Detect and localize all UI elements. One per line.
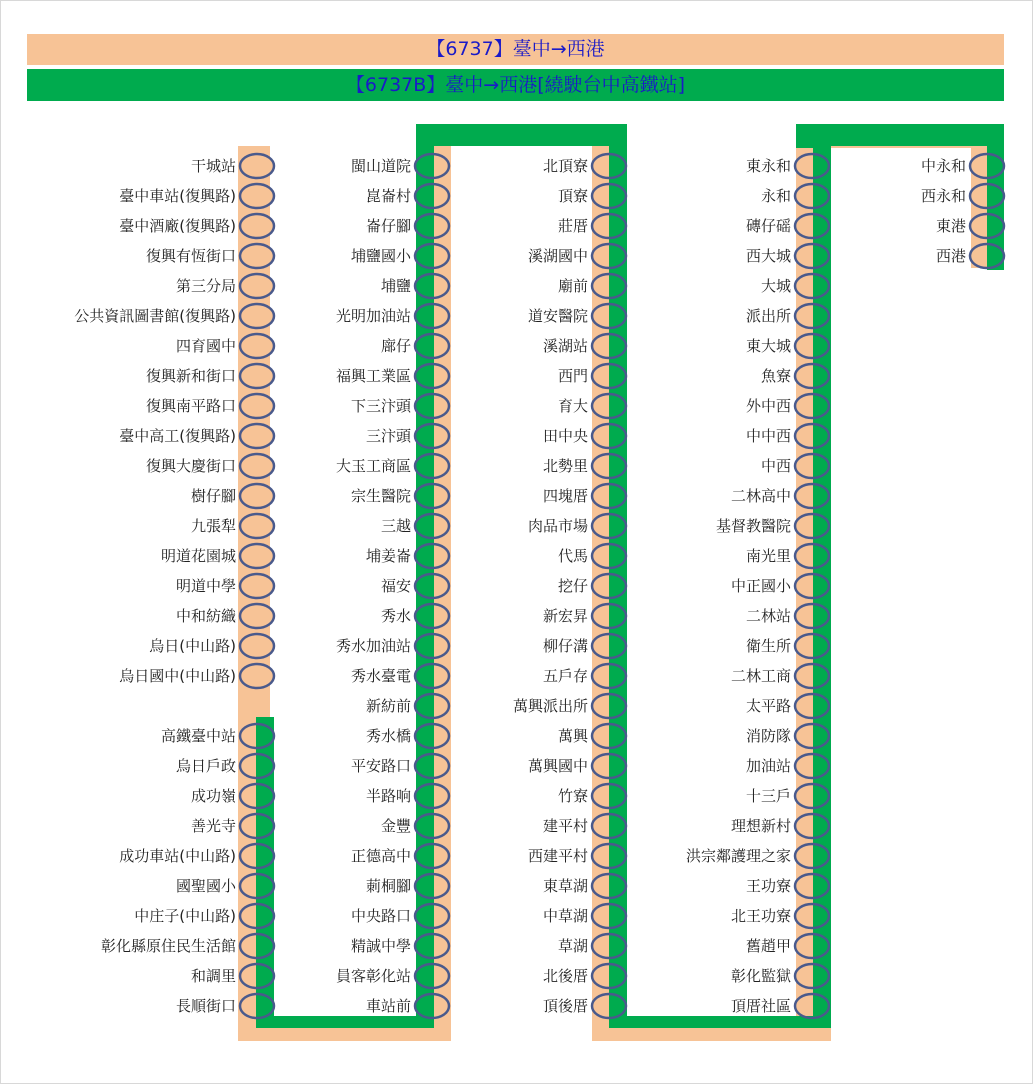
stop-label: 長順街口 <box>175 997 236 1015</box>
stop-label: 東港 <box>935 217 966 235</box>
stop-label: 埔鹽 <box>380 277 411 295</box>
stop-label: 中西 <box>760 457 791 475</box>
stop-label: 西建平村 <box>527 847 588 865</box>
stop-label: 復興有恆街口 <box>145 247 236 265</box>
stop-label: 干城站 <box>190 157 236 175</box>
stop-label: 外中西 <box>745 397 791 415</box>
stop-label: 西大城 <box>745 247 791 265</box>
stop-label: 員客彰化站 <box>335 967 411 985</box>
stop-label: 秀水加油站 <box>335 637 411 655</box>
stop-label: 彰化縣原住民生活館 <box>100 937 236 955</box>
stop-label: 磚仔磘 <box>745 217 791 235</box>
stop-label: 福安 <box>380 577 411 595</box>
stop-marker[interactable] <box>240 544 274 568</box>
stop-marker[interactable] <box>240 274 274 298</box>
route-6737-title: 【6737】臺中→西港 <box>27 34 1004 65</box>
stop-label: 明道花園城 <box>160 547 236 565</box>
stop-label: 公共資訊圖書館(復興路) <box>74 307 236 325</box>
stop-label: 萬興 <box>557 727 588 745</box>
stop-label: 舊趙甲 <box>745 937 791 955</box>
stop-label: 崙仔腳 <box>365 217 411 235</box>
stop-label: 高鐵臺中站 <box>160 727 236 745</box>
stop-labels <box>74 157 966 1015</box>
stop-label: 中央路口 <box>350 907 411 925</box>
stop-label: 三汴頭 <box>365 427 411 445</box>
stop-label: 閩山道院 <box>350 157 411 175</box>
stop-label: 廟前 <box>557 277 588 295</box>
stop-label: 五戶存 <box>542 667 588 685</box>
stop-marker[interactable] <box>240 214 274 238</box>
route-6737b-title: 【6737B】臺中→西港[繞駛台中高鐵站] <box>27 69 1004 101</box>
stop-label: 理想新村 <box>730 817 791 835</box>
stop-label: 秀水臺電 <box>350 667 411 685</box>
stop-marker[interactable] <box>240 664 274 688</box>
stop-label: 萬興派出所 <box>512 697 588 715</box>
stop-label: 臺中車站(復興路) <box>119 187 236 205</box>
stop-label: 西港 <box>935 247 966 265</box>
stop-label: 北勢里 <box>542 457 588 475</box>
stop-marker[interactable] <box>240 304 274 328</box>
stop-label: 王功寮 <box>745 877 791 895</box>
stop-label: 東大城 <box>745 337 791 355</box>
stop-marker[interactable] <box>240 154 274 178</box>
stop-label: 成功嶺 <box>190 787 236 805</box>
stop-label: 挖仔 <box>557 577 588 595</box>
stop-marker[interactable] <box>240 184 274 208</box>
stop-label: 二林工商 <box>730 667 791 685</box>
stop-label: 東永和 <box>745 157 791 175</box>
stop-label: 中草湖 <box>542 907 588 925</box>
stop-label: 加油站 <box>745 757 791 775</box>
stop-marker[interactable] <box>240 424 274 448</box>
stop-label: 中中西 <box>745 427 791 445</box>
stop-label: 萬興國中 <box>527 757 588 775</box>
stop-label: 魚寮 <box>760 367 791 385</box>
stop-label: 南光里 <box>745 547 791 565</box>
stop-label: 基督教醫院 <box>715 517 791 535</box>
stop-label: 新宏昇 <box>542 607 588 625</box>
stop-label: 善光寺 <box>190 817 236 835</box>
stop-label: 半路响 <box>365 787 411 805</box>
stop-label: 中和紡織 <box>175 607 236 625</box>
stop-label: 新紡前 <box>365 697 411 715</box>
stop-label: 國聖國小 <box>175 877 236 895</box>
stop-label: 竹寮 <box>557 787 588 805</box>
stop-label: 派出所 <box>745 307 791 325</box>
stop-label: 秀水橋 <box>365 727 411 745</box>
stop-label: 正德高中 <box>350 847 411 865</box>
stop-label: 永和 <box>760 187 791 205</box>
stop-label: 道安醫院 <box>527 307 588 325</box>
stop-label: 十三戶 <box>745 787 791 805</box>
stop-label: 精誠中學 <box>350 937 411 955</box>
stop-label: 車站前 <box>365 997 411 1015</box>
stop-label: 三越 <box>380 517 411 535</box>
stop-label: 臺中高工(復興路) <box>119 427 236 445</box>
stop-label: 埔鹽國小 <box>350 247 411 265</box>
stop-label: 溪湖國中 <box>527 247 588 265</box>
stop-label: 二林高中 <box>730 487 791 505</box>
stop-label: 宗生醫院 <box>350 487 411 505</box>
stop-label: 莊厝 <box>557 217 588 235</box>
stop-label: 福興工業區 <box>335 367 411 385</box>
stop-label: 崑崙村 <box>365 187 411 205</box>
stop-label: 頂寮 <box>557 187 588 205</box>
stop-label: 平安路口 <box>350 757 411 775</box>
stop-marker[interactable] <box>240 574 274 598</box>
stop-label: 頂厝社區 <box>730 997 791 1015</box>
stop-marker[interactable] <box>240 364 274 388</box>
stop-label: 東草湖 <box>542 877 588 895</box>
stop-marker[interactable] <box>240 394 274 418</box>
stop-marker[interactable] <box>240 454 274 478</box>
stop-label: 莿桐腳 <box>365 877 411 895</box>
stop-label: 四育國中 <box>175 337 236 355</box>
stop-label: 復興大慶街口 <box>145 457 236 475</box>
stop-label: 和調里 <box>190 967 236 985</box>
stop-label: 衛生所 <box>745 637 791 655</box>
stop-label: 烏日戶政 <box>175 757 236 775</box>
stop-label: 廍仔 <box>380 337 411 355</box>
stop-marker[interactable] <box>240 244 274 268</box>
stop-label: 九張犁 <box>190 517 236 535</box>
stop-label: 金豐 <box>380 817 411 835</box>
stop-label: 西永和 <box>920 187 966 205</box>
stop-label: 大城 <box>760 277 791 295</box>
stop-label: 明道中學 <box>175 577 236 595</box>
stop-label: 烏日國中(中山路) <box>119 667 236 685</box>
stop-label: 彰化監獄 <box>730 967 791 985</box>
stop-label: 建平村 <box>542 817 588 835</box>
stop-label: 田中央 <box>542 427 588 445</box>
stop-label: 四塊厝 <box>542 487 588 505</box>
stop-label: 下三汴頭 <box>350 397 411 415</box>
stop-label: 第三分局 <box>175 277 236 295</box>
stop-marker[interactable] <box>240 604 274 628</box>
stop-label: 復興新和街口 <box>145 367 236 385</box>
stop-label: 北後厝 <box>542 967 588 985</box>
stop-label: 洪宗鄰護理之家 <box>685 847 791 865</box>
stop-label: 埔姜崙 <box>365 547 411 565</box>
stop-label: 柳仔溝 <box>542 637 588 655</box>
stop-marker[interactable] <box>240 514 274 538</box>
stop-label: 肉品市場 <box>527 517 588 535</box>
stop-label: 溪湖站 <box>542 337 588 355</box>
stop-label: 中永和 <box>920 157 966 175</box>
stop-label: 二林站 <box>745 607 791 625</box>
stop-label: 大玉工商區 <box>335 457 411 475</box>
stop-label: 頂後厝 <box>542 997 588 1015</box>
stop-label: 北頂寮 <box>542 157 588 175</box>
stop-marker[interactable] <box>240 334 274 358</box>
stop-label: 臺中酒廠(復興路) <box>119 217 236 235</box>
variant-route-top-2 <box>416 124 627 146</box>
variant-route-bottom-3 <box>609 1016 813 1028</box>
stop-label: 育大 <box>557 397 588 415</box>
stop-label: 復興南平路口 <box>145 397 236 415</box>
stop-label: 太平路 <box>745 697 791 715</box>
stop-label: 光明加油站 <box>335 307 411 325</box>
stop-label: 西門 <box>557 367 588 385</box>
stop-label: 草湖 <box>557 937 588 955</box>
variant-route-bottom-1 <box>256 1016 434 1028</box>
stop-marker[interactable] <box>240 634 274 658</box>
stop-label: 北王功寮 <box>730 907 791 925</box>
stop-label: 中庄子(中山路) <box>134 907 236 925</box>
stop-label: 烏日(中山路) <box>149 637 236 655</box>
stop-marker[interactable] <box>240 484 274 508</box>
stop-label: 中正國小 <box>730 577 791 595</box>
stop-label: 消防隊 <box>745 727 791 745</box>
stop-label: 樹仔腳 <box>190 487 236 505</box>
stop-label: 代馬 <box>557 547 588 565</box>
stop-label: 成功車站(中山路) <box>119 847 236 865</box>
variant-route-top-4 <box>796 124 1004 146</box>
stop-label: 秀水 <box>380 607 411 625</box>
